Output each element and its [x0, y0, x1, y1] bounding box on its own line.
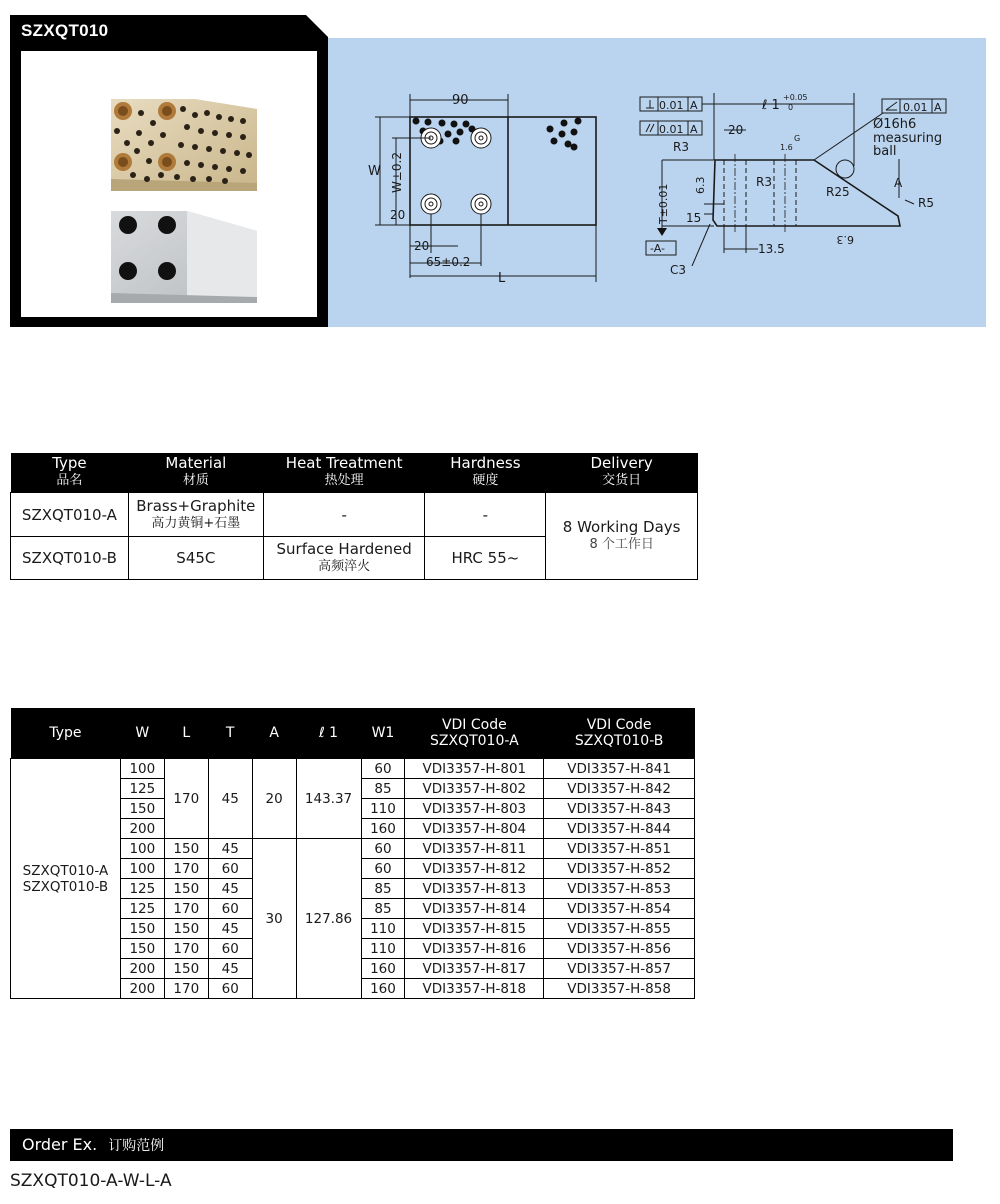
dim-l-label: L — [498, 271, 506, 286]
grinding-mark-label: G — [794, 134, 801, 143]
cell-w: 200 — [120, 979, 164, 999]
cell-vdi-a: VDI3357-H-811 — [405, 839, 544, 859]
order-label-en: Order Ex. — [22, 1135, 98, 1154]
spec-heat-b: Surface Hardened 高频淬火 — [263, 537, 425, 580]
cell-vdi-b: VDI3357-H-843 — [544, 799, 695, 819]
roughness-63-label: 6.3 — [836, 233, 854, 246]
cell-vdi-b: VDI3357-H-851 — [544, 839, 695, 859]
table-row — [11, 759, 695, 779]
measuring-ball-label-1: Ø16h6 — [873, 117, 917, 132]
spec-material-a: Brass+Graphite 高力黄铜+石墨 — [128, 493, 263, 537]
spec-delivery: 8 Working Days 8 个工作日 — [546, 493, 698, 580]
radius-r5-label: R5 — [918, 196, 934, 210]
cell-w1: 85 — [361, 899, 405, 919]
cell-t: 60 — [208, 859, 252, 879]
product-photo-frame — [10, 15, 328, 327]
spec-header-hardness: Hardness 硬度 — [425, 453, 546, 493]
cell-a-group2: 30 — [252, 839, 296, 999]
cell-w: 150 — [120, 919, 164, 939]
spec-table-header — [11, 453, 698, 493]
measuring-ball-label-2: measuring — [873, 131, 943, 146]
size-header-w: W — [120, 708, 164, 759]
order-example-code: SZXQT010-A-W-L-A — [10, 1171, 172, 1191]
cell-l: 170 — [164, 939, 208, 959]
perpendicularity-tolerance: 0.01 — [659, 99, 684, 112]
cell-vdi-a: VDI3357-H-801 — [405, 759, 544, 779]
cell-vdi-a: VDI3357-H-802 — [405, 779, 544, 799]
cell-t: 60 — [208, 899, 252, 919]
top-view-drawing — [368, 93, 596, 286]
cell-vdi-a: VDI3357-H-812 — [405, 859, 544, 879]
roughness-16-label: 1.6 — [780, 143, 793, 152]
size-header-vdi-a: VDI Code SZXQT010-A — [405, 708, 544, 759]
cell-vdi-a: VDI3357-H-814 — [405, 899, 544, 919]
cell-vdi-b: VDI3357-H-855 — [544, 919, 695, 939]
dim-20-horizontal-label: 20 — [414, 239, 430, 253]
product-photo-illustration — [21, 51, 317, 317]
cell-vdi-a: VDI3357-H-813 — [405, 879, 544, 899]
spec-row-a — [11, 493, 698, 537]
cell-l: 150 — [164, 959, 208, 979]
cell-w: 100 — [120, 839, 164, 859]
dim-l1-label: ℓ 1 — [762, 98, 780, 113]
spec-hardness-a: - — [425, 493, 546, 537]
size-header-l1: ℓ 1 — [296, 708, 361, 759]
cell-w1: 160 — [361, 979, 405, 999]
size-header-vdi-b: VDI Code SZXQT010-B — [544, 708, 695, 759]
steel-plate-image — [111, 211, 257, 303]
cell-t-group1: 45 — [208, 759, 252, 839]
dim-a-label: A — [894, 176, 903, 190]
spec-hardness-b: HRC 55~ — [425, 537, 546, 580]
size-header-type: Type — [11, 708, 121, 759]
cell-t: 45 — [208, 839, 252, 859]
cell-l: 170 — [164, 859, 208, 879]
radius-r25-label: R25 — [826, 185, 850, 199]
measuring-ball-label-3: ball — [873, 144, 897, 159]
product-code-title: SZXQT010 — [21, 21, 109, 40]
cell-vdi-a: VDI3357-H-803 — [405, 799, 544, 819]
cell-w1: 85 — [361, 779, 405, 799]
size-type-cell: SZXQT010-A SZXQT010-B — [11, 759, 121, 999]
side-view-drawing — [640, 93, 946, 277]
size-table — [10, 708, 695, 999]
dim-l1-tol-lower: 0 — [788, 103, 794, 112]
cell-l: 150 — [164, 839, 208, 859]
cell-vdi-b: VDI3357-H-852 — [544, 859, 695, 879]
cell-a-group1: 20 — [252, 759, 296, 839]
cell-vdi-b: VDI3357-H-857 — [544, 959, 695, 979]
cell-l1-group1: 143.37 — [296, 759, 361, 839]
radius-r3-slot-label: R3 — [756, 175, 772, 189]
spec-heat-a: - — [263, 493, 425, 537]
cell-w1: 85 — [361, 879, 405, 899]
size-header-w1: W1 — [361, 708, 405, 759]
dim-20-side-label: 20 — [728, 123, 744, 137]
cell-vdi-a: VDI3357-H-817 — [405, 959, 544, 979]
cell-vdi-b: VDI3357-H-841 — [544, 759, 695, 779]
cell-vdi-a: VDI3357-H-804 — [405, 819, 544, 839]
size-header-t: T — [208, 708, 252, 759]
cell-w1: 60 — [361, 859, 405, 879]
cell-w1: 110 — [361, 939, 405, 959]
technical-drawing — [328, 38, 986, 327]
cell-w1: 160 — [361, 819, 405, 839]
cell-w: 100 — [120, 759, 164, 779]
spec-header-type: Type 品名 — [11, 453, 129, 493]
cell-w: 100 — [120, 859, 164, 879]
dim-t-label: T±0.01 — [657, 183, 670, 224]
cell-l: 170 — [164, 979, 208, 999]
order-label-cn: 订购范例 — [108, 1138, 165, 1154]
spec-table — [10, 453, 698, 580]
dim-15-label: 15 — [686, 211, 702, 225]
dim-20-vertical-label: 20 — [390, 208, 406, 222]
cell-w1: 110 — [361, 799, 405, 819]
cell-vdi-b: VDI3357-H-858 — [544, 979, 695, 999]
order-example-bar — [10, 1129, 953, 1161]
parallelism-tolerance: 0.01 — [659, 123, 684, 136]
technical-drawing-panel — [328, 38, 986, 327]
chamfer-c3-label: C3 — [670, 263, 687, 277]
cell-l: 170 — [164, 899, 208, 919]
cell-vdi-b: VDI3357-H-856 — [544, 939, 695, 959]
dim-90-label: 90 — [452, 93, 469, 108]
spec-material-b: S45C — [128, 537, 263, 580]
cell-w: 125 — [120, 779, 164, 799]
angularity-datum: A — [934, 101, 942, 114]
dim-w-label: W — [368, 164, 381, 179]
spec-type-b: SZXQT010-B — [11, 537, 129, 580]
cell-w: 125 — [120, 899, 164, 919]
parallelism-datum: A — [690, 123, 698, 136]
cell-l1-group2: 127.86 — [296, 839, 361, 999]
cell-w1: 60 — [361, 839, 405, 859]
spec-header-material: Material 材质 — [128, 453, 263, 493]
cell-t: 45 — [208, 919, 252, 939]
angularity-tolerance: 0.01 — [903, 101, 928, 114]
cell-w: 150 — [120, 939, 164, 959]
spec-header-heat-treatment: Heat Treatment 热处理 — [263, 453, 425, 493]
dim-w-tol-label: W±0.2 — [390, 151, 404, 193]
size-header-l: L — [164, 708, 208, 759]
cell-l: 150 — [164, 919, 208, 939]
cell-t: 60 — [208, 939, 252, 959]
perpendicularity-datum: A — [690, 99, 698, 112]
cell-vdi-a: VDI3357-H-815 — [405, 919, 544, 939]
cell-w: 200 — [120, 959, 164, 979]
cell-w: 200 — [120, 819, 164, 839]
dim-65-label: 65±0.2 — [426, 255, 471, 269]
spec-header-delivery: Delivery 交货日 — [546, 453, 698, 493]
brass-plate-image — [111, 99, 257, 191]
cell-vdi-b: VDI3357-H-844 — [544, 819, 695, 839]
cell-vdi-a: VDI3357-H-816 — [405, 939, 544, 959]
cell-w1: 110 — [361, 919, 405, 939]
dim-63-label: 6.3 — [694, 176, 707, 194]
cell-vdi-b: VDI3357-H-842 — [544, 779, 695, 799]
size-table-header — [11, 708, 695, 759]
cell-vdi-b: VDI3357-H-853 — [544, 879, 695, 899]
radius-r3-top-label: R3 — [673, 140, 689, 154]
cell-t: 60 — [208, 979, 252, 999]
cell-l-group1: 170 — [164, 759, 208, 839]
spec-type-a: SZXQT010-A — [11, 493, 129, 537]
product-photo — [21, 51, 317, 317]
cell-w1: 160 — [361, 959, 405, 979]
cell-w1: 60 — [361, 759, 405, 779]
cell-l: 150 — [164, 879, 208, 899]
dim-135-label: 13.5 — [758, 242, 785, 256]
datum-a-label: -A- — [650, 242, 665, 255]
cell-t: 45 — [208, 879, 252, 899]
cell-w: 150 — [120, 799, 164, 819]
cell-vdi-b: VDI3357-H-854 — [544, 899, 695, 919]
cell-vdi-a: VDI3357-H-818 — [405, 979, 544, 999]
dim-l1-tol-upper: +0.05 — [783, 93, 808, 102]
cell-w: 125 — [120, 879, 164, 899]
size-header-a: A — [252, 708, 296, 759]
cell-t: 45 — [208, 959, 252, 979]
